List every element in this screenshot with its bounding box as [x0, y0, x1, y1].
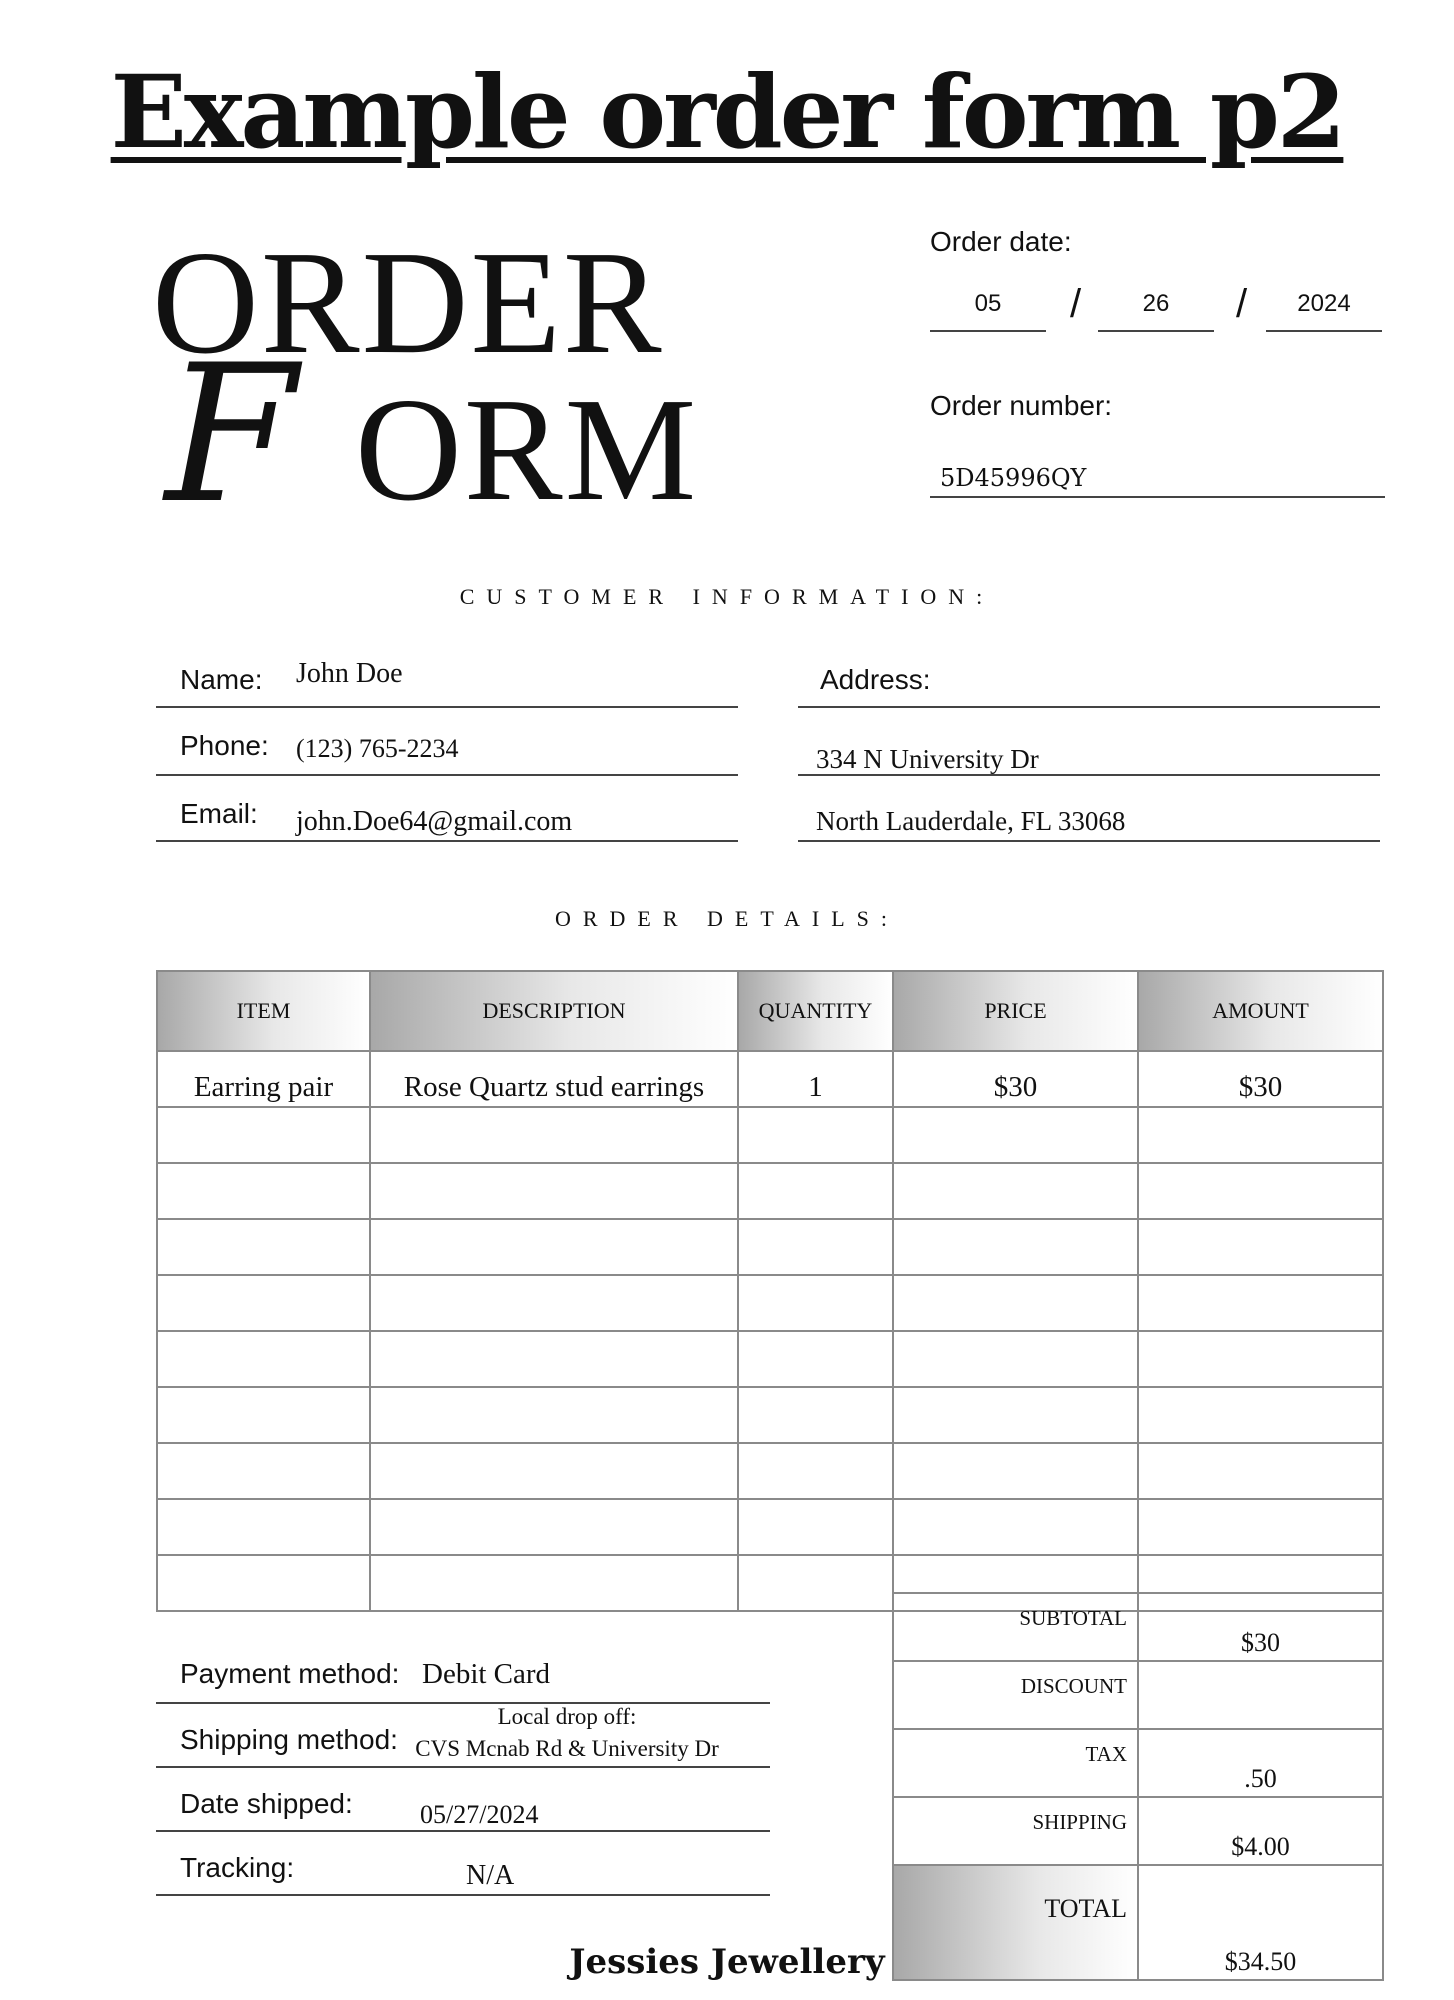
table-header-row: [157, 971, 1383, 1051]
date-shipped-label: Date shipped:: [180, 1788, 353, 1819]
amount-cell[interactable]: [1138, 1387, 1383, 1443]
order-form-logo-line1: ORDER: [152, 221, 664, 385]
item-cell[interactable]: [157, 1499, 370, 1555]
price-cell[interactable]: [893, 1443, 1138, 1499]
quantity-cell[interactable]: [738, 1555, 893, 1611]
amount-cell[interactable]: [1138, 1163, 1383, 1219]
order-date-month-rule: [930, 330, 1046, 332]
description-cell[interactable]: [370, 1443, 738, 1499]
order-date-day[interactable]: 26: [1142, 290, 1170, 317]
phone-label: Phone:: [180, 730, 269, 761]
item-cell[interactable]: [157, 1275, 370, 1331]
discount-row: [893, 1661, 1383, 1729]
table-row: [157, 1219, 1383, 1275]
description-cell[interactable]: [370, 1107, 738, 1163]
description-cell[interactable]: [370, 1387, 738, 1443]
name-value[interactable]: John Doe: [296, 658, 403, 689]
column-header-amount: AMOUNT: [1138, 971, 1383, 1051]
tax-label: TAX: [893, 1729, 1138, 1797]
table-row: [157, 1275, 1383, 1331]
order-date-label: Order date:: [930, 226, 1072, 257]
table-row: [157, 1051, 1383, 1107]
column-header-price: PRICE: [893, 971, 1138, 1051]
description-cell[interactable]: [370, 1275, 738, 1331]
item-cell[interactable]: [157, 1107, 370, 1163]
item-cell[interactable]: [157, 1443, 370, 1499]
price-cell[interactable]: [893, 1163, 1138, 1219]
table-row: [157, 1387, 1383, 1443]
order-items-table: [156, 970, 1384, 1612]
tax-value[interactable]: .50: [1138, 1729, 1383, 1797]
logo-orm-text: ORM: [355, 368, 699, 532]
payment-method-label: Payment method:: [180, 1658, 400, 1689]
amount-cell[interactable]: [1138, 1443, 1383, 1499]
customer-info-heading: CUSTOMER INFORMATION:: [459, 584, 995, 609]
item-cell[interactable]: [157, 1163, 370, 1219]
script-f-letter: F: [165, 324, 297, 545]
order-date-month[interactable]: 05: [974, 290, 1002, 317]
order-date-year[interactable]: 2024: [1297, 290, 1351, 317]
quantity-cell[interactable]: [738, 1443, 893, 1499]
table-row: [157, 1499, 1383, 1555]
quantity-cell[interactable]: [738, 1107, 893, 1163]
order-details-heading: ORDER DETAILS:: [554, 906, 900, 931]
date-separator: /: [1070, 282, 1082, 326]
tracking-rule: [156, 1894, 770, 1896]
quantity-cell[interactable]: [738, 1499, 893, 1555]
price-cell[interactable]: $30: [893, 1051, 1138, 1107]
order-number-rule: [930, 496, 1385, 498]
description-cell[interactable]: [370, 1163, 738, 1219]
shipping-label: SHIPPING: [893, 1797, 1138, 1865]
phone-value[interactable]: (123) 765-2234: [296, 734, 459, 763]
quantity-cell[interactable]: [738, 1275, 893, 1331]
quantity-cell[interactable]: [738, 1331, 893, 1387]
subtotal-row: [893, 1593, 1383, 1661]
shipping-method-line-1[interactable]: Local drop off:: [497, 1704, 637, 1729]
email-label: Email:: [180, 798, 258, 829]
date-shipped-value[interactable]: 05/27/2024: [420, 1800, 539, 1829]
item-cell[interactable]: [157, 1387, 370, 1443]
address-label: Address:: [820, 664, 931, 695]
column-header-description: DESCRIPTION: [370, 971, 738, 1051]
shipping-method-line-2[interactable]: CVS Mcnab Rd & University Dr: [415, 1736, 719, 1761]
amount-cell[interactable]: [1138, 1219, 1383, 1275]
item-cell[interactable]: [157, 1555, 370, 1611]
quantity-cell[interactable]: 1: [738, 1051, 893, 1107]
document-title: Example order form p2: [110, 53, 1344, 171]
tracking-value[interactable]: N/A: [466, 1860, 515, 1891]
description-cell[interactable]: Rose Quartz stud earrings: [370, 1051, 738, 1107]
amount-cell[interactable]: [1138, 1275, 1383, 1331]
table-row: [157, 1443, 1383, 1499]
date-separator: /: [1236, 282, 1248, 326]
item-cell[interactable]: [157, 1331, 370, 1387]
quantity-cell[interactable]: [738, 1219, 893, 1275]
discount-label: DISCOUNT: [893, 1661, 1138, 1729]
shipping-rule: [156, 1766, 770, 1768]
name-rule: [156, 706, 738, 708]
item-cell[interactable]: [157, 1219, 370, 1275]
subtotal-value[interactable]: $30: [1138, 1593, 1383, 1661]
order-form-logo-line2: [165, 324, 725, 545]
subtotal-label: SUBTOTAL: [893, 1593, 1138, 1661]
table-row: [157, 1107, 1383, 1163]
order-number-label: Order number:: [930, 390, 1113, 421]
amount-cell[interactable]: [1138, 1331, 1383, 1387]
table-row: [157, 1331, 1383, 1387]
quantity-cell[interactable]: [738, 1163, 893, 1219]
description-cell[interactable]: [370, 1331, 738, 1387]
date-shipped-rule: [156, 1830, 770, 1832]
quantity-cell[interactable]: [738, 1387, 893, 1443]
price-cell[interactable]: [893, 1107, 1138, 1163]
address-rule-3: [798, 840, 1380, 842]
address-line-1[interactable]: 334 N University Dr: [816, 744, 1039, 774]
order-number-value[interactable]: 5D45996QY: [940, 464, 1087, 492]
amount-cell[interactable]: [1138, 1499, 1383, 1555]
email-rule: [156, 840, 738, 842]
shipping-method-label: Shipping method:: [180, 1724, 398, 1755]
order-date-year-rule: [1266, 330, 1382, 332]
email-value[interactable]: john.Doe64@gmail.com: [296, 806, 573, 837]
description-cell[interactable]: [370, 1555, 738, 1611]
price-cell[interactable]: [893, 1219, 1138, 1275]
name-label: Name:: [180, 664, 263, 695]
description-cell[interactable]: [370, 1499, 738, 1555]
item-cell[interactable]: Earring pair: [157, 1051, 370, 1107]
amount-cell[interactable]: $30: [1138, 1051, 1383, 1107]
shipping-value[interactable]: $4.00: [1138, 1797, 1383, 1865]
price-cell[interactable]: [893, 1275, 1138, 1331]
column-header-item: ITEM: [157, 971, 370, 1051]
price-cell[interactable]: [893, 1387, 1138, 1443]
total-value[interactable]: $34.50: [1138, 1865, 1383, 1980]
shipping-row: [893, 1797, 1383, 1865]
phone-rule: [156, 774, 738, 776]
price-cell[interactable]: [893, 1331, 1138, 1387]
column-header-quantity: QUANTITY: [738, 971, 893, 1051]
price-cell[interactable]: [893, 1499, 1138, 1555]
description-cell[interactable]: [370, 1219, 738, 1275]
address-rule-1: [798, 706, 1380, 708]
total-label: TOTAL: [893, 1865, 1138, 1980]
totals-table: [892, 1592, 1384, 1981]
table-row: [157, 1163, 1383, 1219]
address-line-2[interactable]: North Lauderdale, FL 33068: [816, 806, 1126, 836]
tracking-label: Tracking:: [180, 1852, 295, 1883]
tax-row: [893, 1729, 1383, 1797]
business-name-footer: Jessies Jewellery: [569, 1942, 885, 1982]
discount-value[interactable]: [1138, 1661, 1383, 1729]
amount-cell[interactable]: [1138, 1107, 1383, 1163]
payment-method-value[interactable]: Debit Card: [422, 1658, 551, 1690]
order-date-day-rule: [1098, 330, 1214, 332]
address-rule-2: [798, 774, 1380, 776]
